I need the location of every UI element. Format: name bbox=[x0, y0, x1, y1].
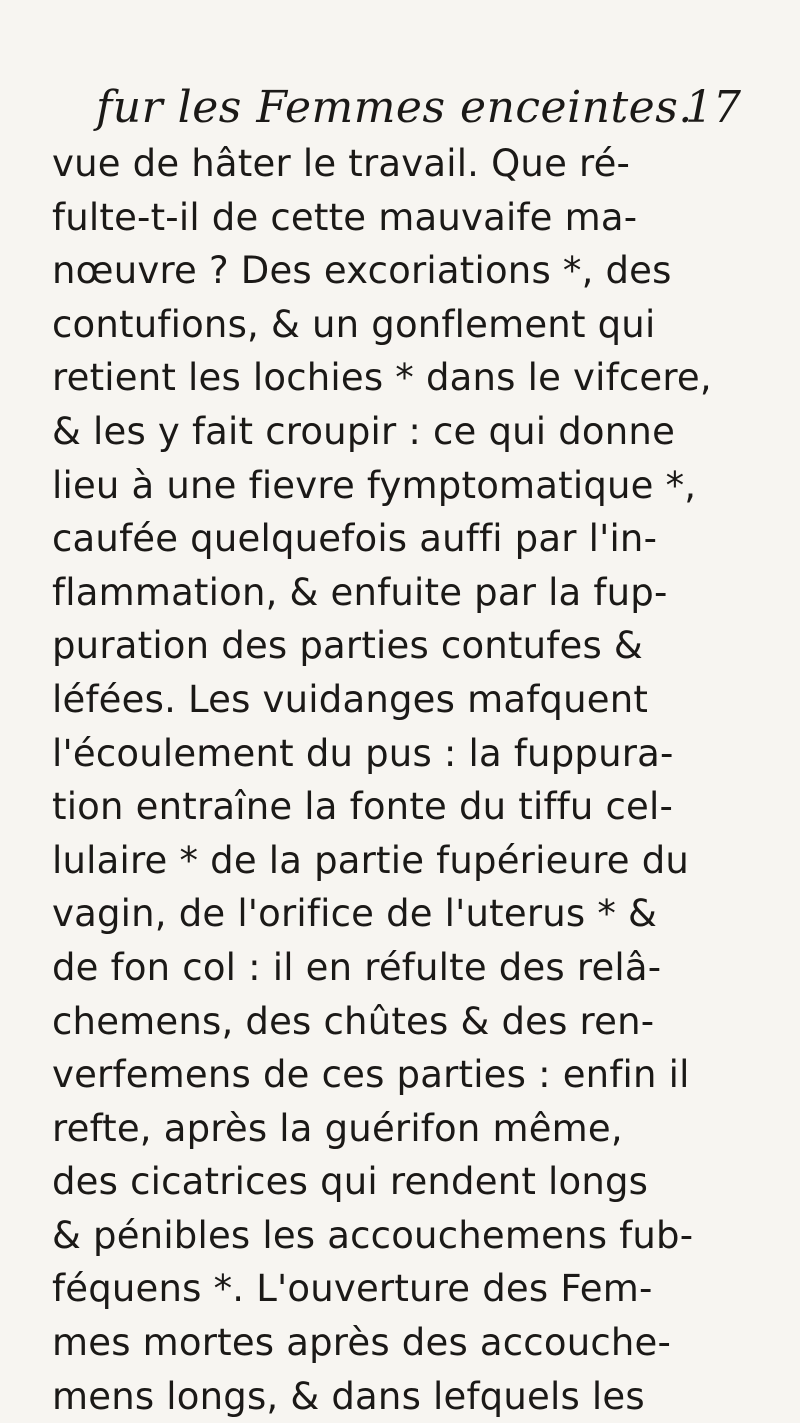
text-line: vagin, de l'orifice de l'uterus * & bbox=[52, 892, 658, 936]
text-line: de fon col : il en réfulte des relâ- bbox=[52, 945, 662, 989]
body-text bbox=[52, 137, 752, 1423]
text-line: tion entraîne la fonte du tiffu cel- bbox=[52, 785, 674, 829]
text-line: & pénibles les accouchemens fub- bbox=[52, 1213, 694, 1257]
text-line: refte, après la guérifon même, bbox=[52, 1106, 623, 1150]
text-line: retient les lochies * dans le vifcere, bbox=[52, 356, 712, 400]
text-line: léfées. Les vuidanges mafquent bbox=[52, 677, 649, 721]
text-line: caufée quelquefois auffi par l'in- bbox=[52, 517, 658, 561]
text-line: contufions, & un gonflement qui bbox=[52, 302, 656, 346]
text-line: féquens *. L'ouverture des Fem- bbox=[52, 1267, 653, 1311]
text-line: des cicatrices qui rendent longs bbox=[52, 1160, 649, 1204]
page-number: 17 bbox=[685, 82, 741, 133]
text-line: & les y fait croupir : ce qui donne bbox=[52, 409, 676, 453]
text-line: lieu à une fievre fymptomatique *, bbox=[52, 463, 697, 507]
text-line: lulaire * de la partie fupérieure du bbox=[52, 838, 690, 882]
text-line: fulte-t-il de cette mauvaife ma- bbox=[52, 195, 638, 239]
text-line: chemens, des chûtes & des ren- bbox=[52, 999, 655, 1043]
text-line: flammation, & enfuite par la fup- bbox=[52, 570, 668, 614]
text-line: vue de hâter le travail. Que ré- bbox=[52, 142, 631, 185]
running-title: fur les Femmes enceintes. bbox=[96, 82, 693, 133]
running-head bbox=[96, 78, 741, 142]
text-line: nœuvre ? Des excoriations *, des bbox=[52, 249, 672, 293]
text-line: mes mortes après des accouche- bbox=[52, 1321, 672, 1365]
text-line: verfemens de ces parties : enfin il bbox=[52, 1053, 690, 1097]
text-line: mens longs, & dans lefquels les bbox=[52, 1374, 645, 1418]
text-line: l'écoulement du pus : la fuppura- bbox=[52, 731, 674, 775]
text-line: puration des parties contufes & bbox=[52, 624, 643, 668]
